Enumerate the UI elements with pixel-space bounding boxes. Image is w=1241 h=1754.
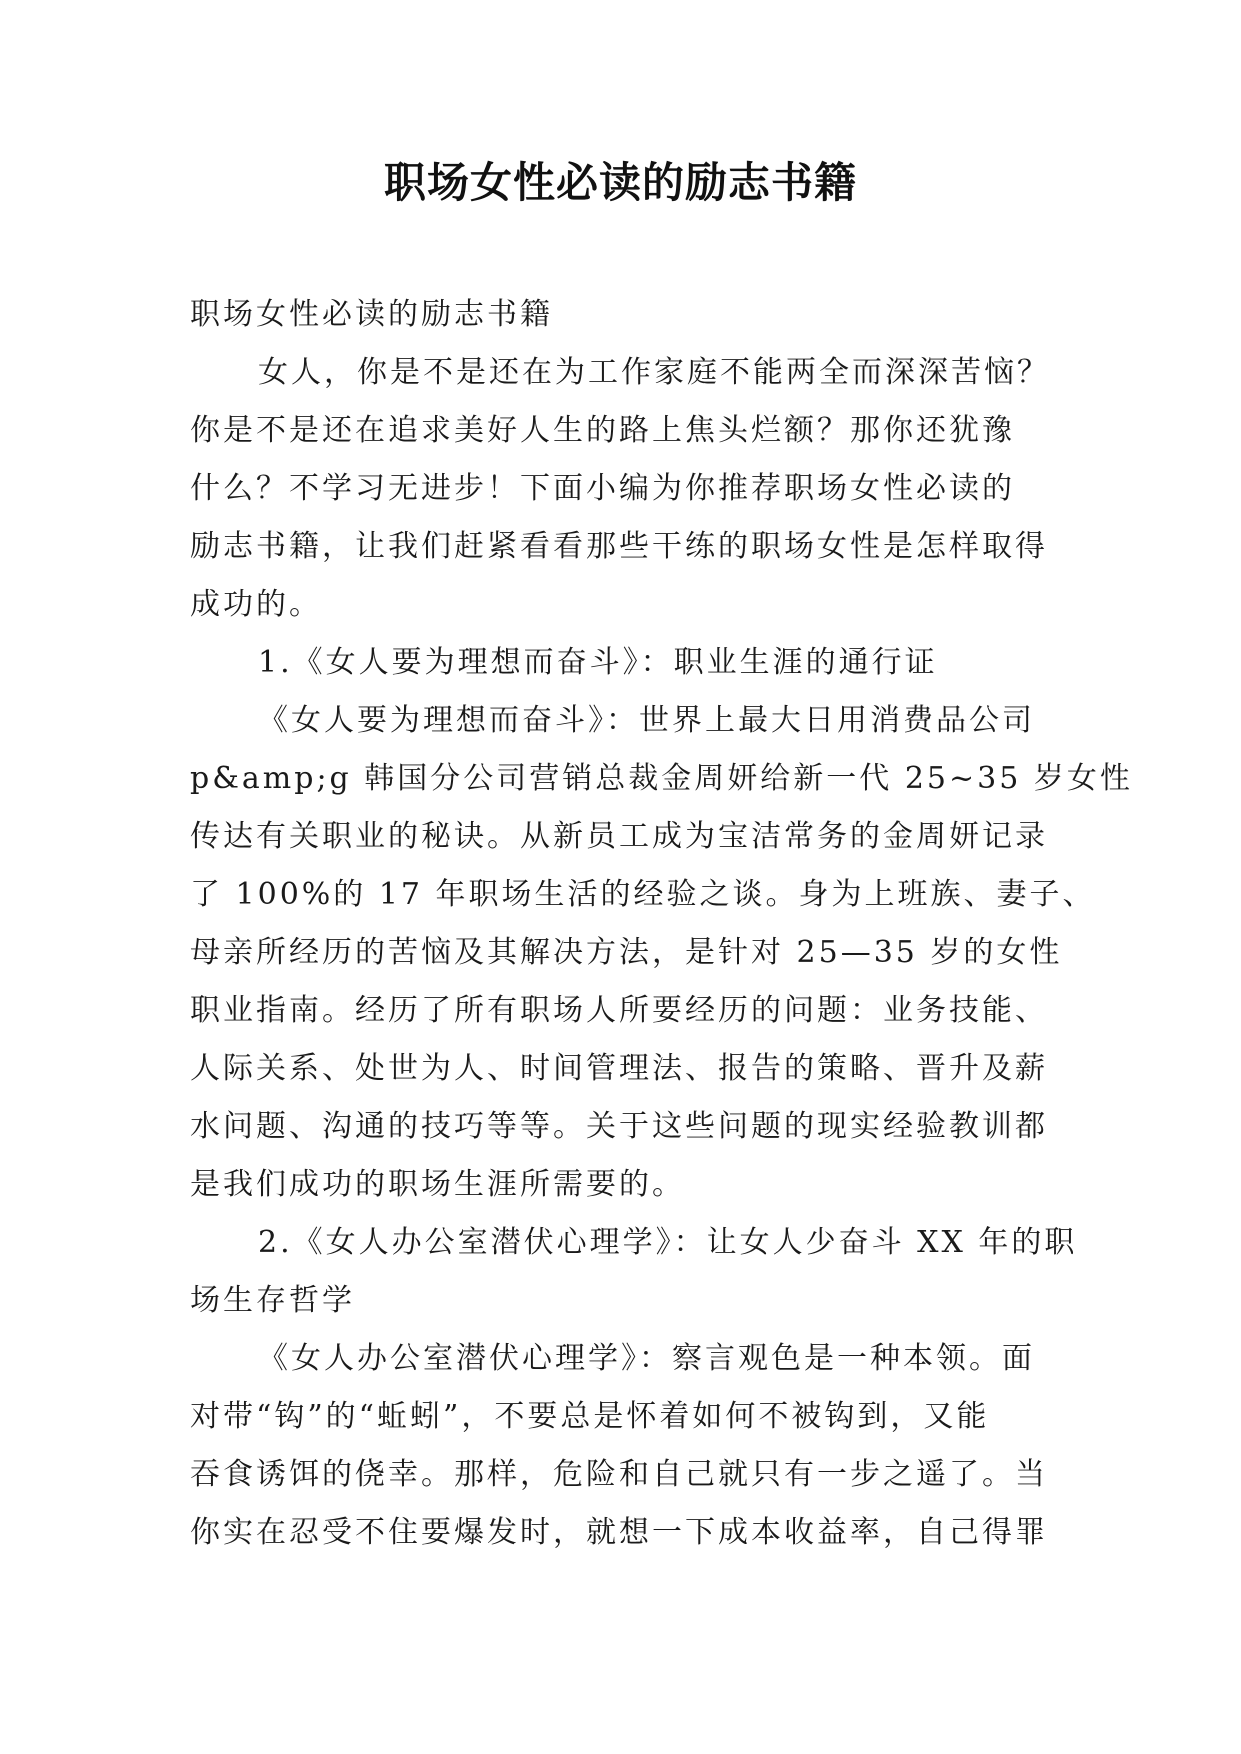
text-line: 母亲所经历的苦恼及其解决方法，是针对 25—35 岁的女性 [190,935,1063,970]
text-line: 《女人要为理想而奋斗》：世界上最大日用消费品公司 [258,703,1035,738]
text-line: p&amp;g 韩国分公司营销总裁金周妍给新一代 25~35 岁女性 [190,761,1133,796]
text-line: 人际关系、处世为人、时间管理法、报告的策略、晋升及薪 [190,1051,1048,1086]
text-line: 成功的。 [190,587,322,622]
text-line: 是我们成功的职场生涯所需要的。 [190,1167,685,1202]
text-line: 2.《女人办公室潜伏心理学》：让女人少奋斗 XX 年的职 [258,1225,1078,1260]
text-line: 场生存哲学 [190,1283,355,1318]
text-line: 女人，你是不是还在为工作家庭不能两全而深深苦恼？ [258,355,1050,390]
text-line: 你实在忍受不住要爆发时，就想一下成本收益率，自己得罪 [190,1515,1048,1550]
text-line: 了 100%的 17 年职场生活的经验之谈。身为上班族、妻子、 [190,877,1096,912]
text-line: 职业指南。经历了所有职场人所要经历的问题：业务技能、 [190,993,1048,1028]
page-title: 职场女性必读的励志书籍 [383,158,857,207]
text-line: 水问题、沟通的技巧等等。关于这些问题的现实经验教训都 [190,1109,1048,1144]
text-line: 职场女性必读的励志书籍 [190,297,553,332]
text-line: 传达有关职业的秘诀。从新员工成为宝洁常务的金周妍记录 [190,819,1048,854]
text-line: 你是不是还在追求美好人生的路上焦头烂额？那你还犹豫 [190,413,1015,448]
document-body [190,286,1133,1562]
text-line: 吞食诱饵的侥幸。那样，危险和自己就只有一步之遥了。当 [190,1457,1048,1492]
text-line: 1.《女人要为理想而奋斗》：职业生涯的通行证 [258,645,938,680]
text-line: 《女人办公室潜伏心理学》：察言观色是一种本领。面 [258,1341,1035,1376]
text-line: 对带“钩”的“蚯蚓”，不要总是怀着如何不被钩到，又能 [190,1399,990,1434]
text-line: 什么？不学习无进步！下面小编为你推荐职场女性必读的 [190,471,1015,506]
text-line: 励志书籍，让我们赶紧看看那些干练的职场女性是怎样取得 [190,529,1048,564]
